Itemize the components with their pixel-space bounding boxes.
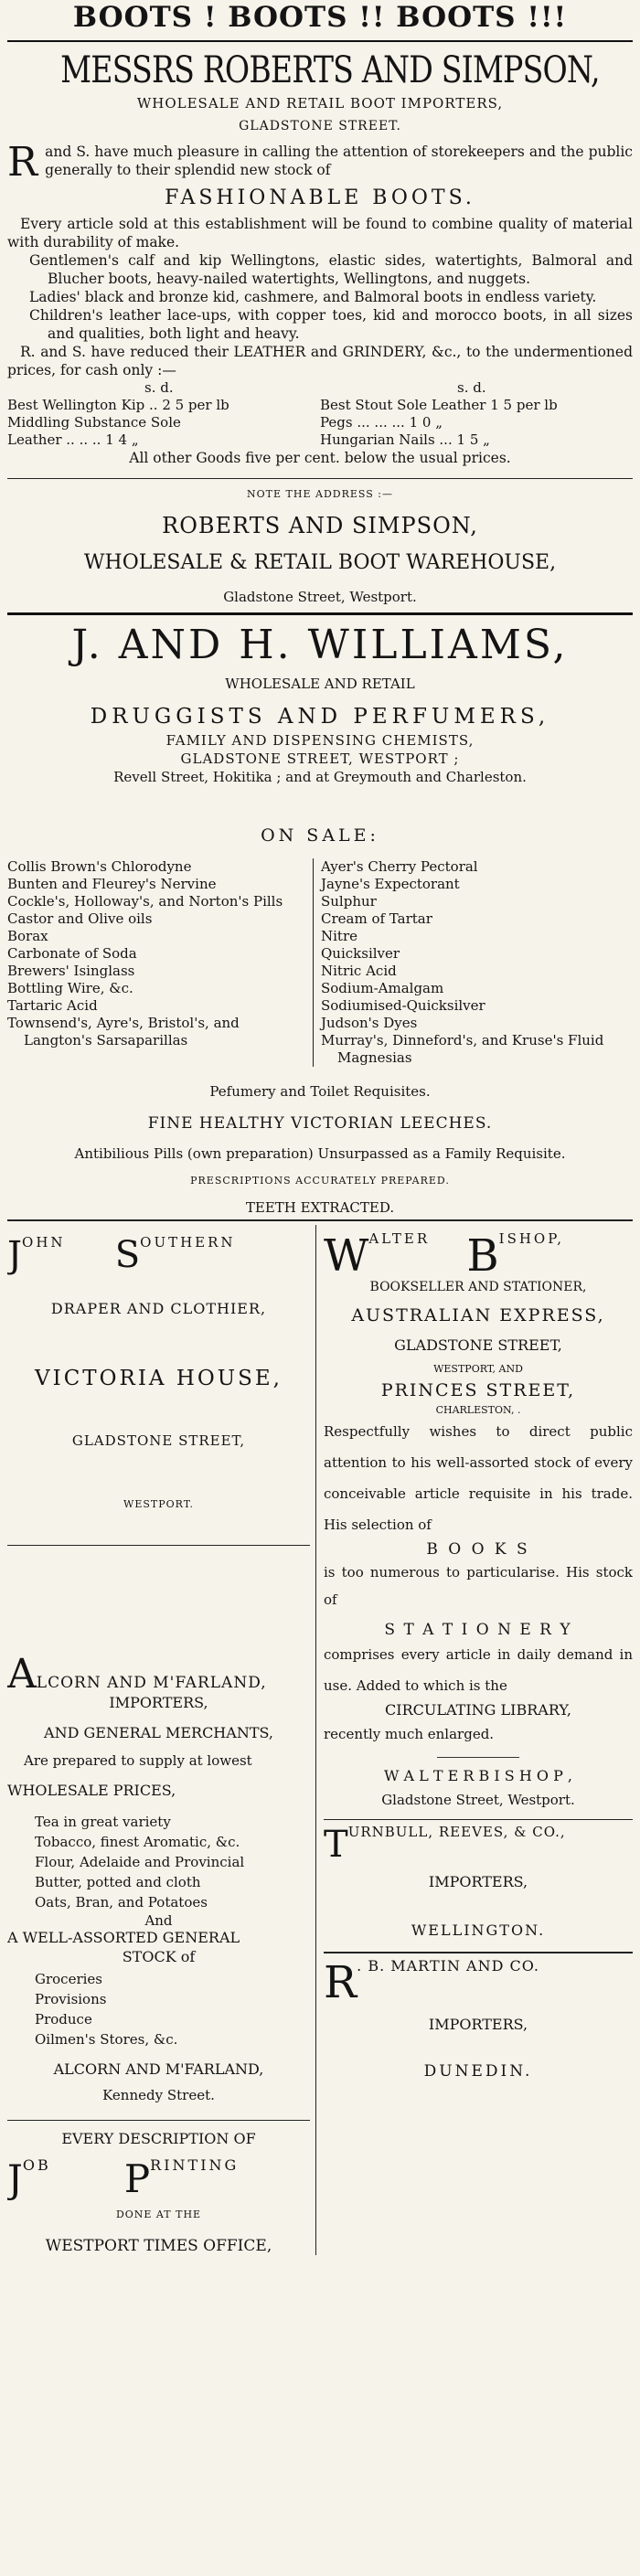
importers: IMPORTERS, [428, 1873, 528, 1890]
street-line: GLADSTONE STREET, [394, 1336, 562, 1354]
alcorn-street: Kennedy Street. [102, 2087, 215, 2103]
list-item: Quicksilver [321, 945, 400, 962]
list-item: Murray's, Dinneford's, and Kruse's Fluid Magnesias [321, 1032, 604, 1066]
alcorn-items [7, 1969, 310, 2049]
word: RINTING [150, 2156, 240, 2174]
martin-ad [324, 1957, 633, 2081]
firm-subtitle: WHOLESALE AND RETAIL [225, 676, 415, 692]
bishop-body: is too numerous to particularise. His stock of [324, 1564, 633, 1608]
list-item: Sodium-Amalgam [321, 980, 444, 996]
discount-note: All other Goods five per cent. below the usual prices. [129, 450, 511, 466]
branches-line: Revell Street, Hokitika ; and at Greymouth and Charleston. [113, 769, 527, 785]
paragraph: Ladies' black and bronze kid, cashmere, and Balmoral boots in endless variety. [29, 289, 597, 305]
paragraph: Every article sold at this establishment will be found to combine quality of material with durability of make. [7, 216, 633, 250]
bookseller: BOOKSELLER AND STATIONER, [369, 1280, 587, 1294]
firm-name: LCORN AND M'FARLAND, [36, 1674, 267, 1692]
bishop-body: recently much enlarged. [324, 1726, 495, 1742]
bishop-body: comprises every article in daily demand in use. Added to which is the [324, 1646, 633, 1694]
price-item: Middling Substance Sole [7, 414, 181, 431]
list-item: Tartaric Acid [7, 997, 98, 1014]
price-item: Leather .. .. .. [7, 431, 101, 448]
list-item: Carbonate of Soda [7, 945, 137, 962]
address-firm: ROBERTS AND SIMPSON, [162, 513, 478, 538]
price-item: Best Wellington Kip .. [7, 397, 158, 413]
list-item: Bottling Wire, &c. [7, 980, 133, 996]
bishop-ad [324, 1230, 633, 1820]
pills: Antibilious Pills (own preparation) Unsurpassed as a Family Requisite. [74, 1145, 566, 1162]
printing-ad [7, 2130, 310, 2255]
list-item: Flour, Adelaide and Provincial [35, 1854, 245, 1870]
every-description: EVERY DESCRIPTION OF [61, 2130, 256, 2147]
drop-letter: J [7, 1234, 23, 1276]
list-item: Sulphur [321, 893, 377, 910]
list-item: Borax [7, 928, 48, 944]
list-item: Townsend's, Ayre's, Bristol's, and Langton's Sarsaparillas [7, 1015, 240, 1048]
price-value: 1 0 „ [409, 414, 443, 431]
word: ISHOP, [498, 1230, 565, 1247]
list-item: Cream of Tartar [321, 910, 432, 927]
word: ALTER [368, 1230, 431, 1247]
druggists-line: DRUGGISTS AND PERFUMERS, [90, 705, 550, 729]
fashionable-boots: FASHIONABLE BOOTS. [165, 186, 475, 209]
firm-name: MESSRS ROBERTS AND SIMPSON, [60, 49, 600, 91]
list-item: Ayer's Cherry Pectoral [321, 858, 478, 875]
price-table [7, 379, 633, 449]
drop-letter: J [7, 2156, 23, 2201]
williams-ad [7, 621, 633, 1216]
drop-letter: W [324, 1230, 369, 1282]
importers: IMPORTERS, [109, 1694, 208, 1711]
assorted-line: A WELL-ASSORTED GENERAL [7, 1929, 240, 1946]
paragraph: Gentlemen's calf and kip Wellingtons, elastic sides, watertights, Balmoral and Blucher boots, heavy-nailed watertights, Wellingtons, and nuggets. [29, 252, 633, 287]
drop-letter: R [7, 139, 38, 186]
stock-label: STOCK of [122, 1948, 196, 1965]
list-item: Brewers' Isinglass [7, 963, 135, 979]
list-item: Nitric Acid [321, 963, 397, 979]
street-line: GLADSTONE STREET, [71, 1432, 246, 1449]
price-value: 1 5 „ [456, 431, 490, 448]
paragraph: R. and S. have reduced their LEATHER and GRINDERY, &c., to the undermentioned prices, for cash only :— [7, 344, 633, 378]
perfumery: Pefumery and Toilet Requisites. [209, 1083, 431, 1100]
list-item: Oilmen's Stores, &c. [35, 2031, 178, 2048]
turnbull-ad [324, 1824, 633, 1953]
merchants: AND GENERAL MERCHANTS, [44, 1724, 273, 1741]
firm-name: . B. MARTIN AND CO. [357, 1957, 539, 1975]
list-item: Tobacco, finest Aromatic, &c. [35, 1834, 240, 1850]
list-item: Groceries [35, 1971, 103, 1987]
alcorn-ad [7, 1651, 310, 2121]
newspaper-page [7, 0, 633, 2576]
boots-header: BOOTS ! BOOTS !! BOOTS !!! [72, 1, 568, 34]
prepared: Are prepared to supply at lowest [24, 1752, 252, 1769]
name-part: OHN [22, 1234, 66, 1251]
town: DUNEDIN. [423, 2062, 533, 2081]
roberts-simpson-ad [7, 0, 633, 605]
draper-line: DRAPER AND CLOTHIER, [50, 1300, 267, 1317]
list-item: Judson's Dyes [321, 1015, 418, 1031]
list-item: Bunten and Fleurey's Nervine [7, 876, 217, 892]
note-label: NOTE THE ADDRESS :— [247, 488, 393, 500]
list-item: Cockle's, Holloway's, and Norton's Pills [7, 893, 283, 910]
price-value: 1 4 „ [105, 431, 139, 448]
drop-letter: R [324, 1957, 357, 2008]
town-line: WESTPORT. [123, 1498, 194, 1510]
library: CIRCULATING LIBRARY, [385, 1701, 571, 1719]
teeth: TEETH EXTRACTED. [245, 1199, 395, 1216]
firm-name: J. AND H. WILLIAMS, [71, 622, 569, 668]
sale-list-right [314, 858, 633, 1067]
price-value: 2 5 per lb [162, 397, 229, 413]
address-warehouse: WHOLESALE & RETAIL BOOT WAREHOUSE, [83, 551, 557, 574]
sale-list-left [7, 858, 314, 1067]
drop-letter: S [114, 1234, 141, 1276]
wholesale-prices: WHOLESALE PRICES, [7, 1782, 176, 1799]
word: OB [22, 2156, 51, 2174]
list-item: Produce [35, 2011, 92, 2028]
list-item: Butter, potted and cloth [35, 1874, 201, 1890]
sd-header: s. d. [457, 379, 486, 396]
alcorn-items [7, 1812, 310, 1912]
books: B O O K S [426, 1540, 530, 1559]
sd-header: s. d. [144, 379, 174, 396]
list-item: Tea in great variety [35, 1814, 171, 1830]
bishop-signature: W A L T E R B I S H O P , [383, 1767, 572, 1784]
list-item: Sodiumised-Quicksilver [321, 997, 485, 1014]
prescriptions: PRESCRIPTIONS ACCURATELY PREPARED. [190, 1175, 450, 1187]
name-part: OUTHERN [140, 1234, 236, 1251]
express: AUSTRALIAN EXPRESS, [351, 1305, 605, 1325]
town: WELLINGTON. [411, 1921, 546, 1939]
price-item: Pegs ... ... ... [320, 414, 405, 431]
chemists-line: FAMILY AND DISPENSING CHEMISTS, [165, 732, 475, 749]
list-item: Provisions [35, 1991, 107, 2007]
leeches: FINE HEALTHY VICTORIAN LEECHES. [147, 1114, 493, 1133]
firm-street: GLADSTONE STREET. [239, 119, 401, 133]
bishop-street: Gladstone Street, Westport. [381, 1792, 575, 1808]
price-item: Best Stout Sole Leather [320, 397, 486, 413]
drop-letter: P [123, 2156, 151, 2201]
list-item: Castor and Olive oils [7, 910, 153, 927]
price-item: Hungarian Nails ... [320, 431, 453, 448]
firm-name: URNBULL, REEVES, & CO., [347, 1824, 566, 1840]
times-office: WESTPORT TIMES OFFICE, [45, 2237, 272, 2255]
southern-ad [7, 1234, 310, 1645]
importers: IMPORTERS, [428, 2016, 528, 2033]
on-sale: ON SALE: [261, 825, 379, 846]
drop-letter: A [7, 1651, 37, 1698]
list-item: Collis Brown's Chlorodyne [7, 858, 192, 875]
bishop-body: Respectfully wishes to direct public attention to his well-assorted stock of every conceivable article requisite in his trade. His selection of [324, 1423, 633, 1533]
address-street: Gladstone Street, Westport. [223, 589, 417, 605]
drop-letter: T [324, 1824, 348, 1866]
charleston: CHARLESTON, . [435, 1404, 521, 1416]
princes-street: PRINCES STREET, [380, 1380, 576, 1400]
done-at: DONE AT THE [115, 2209, 202, 2220]
drop-letter: B [466, 1230, 499, 1282]
list-item: Oats, Bran, and Potatoes [35, 1894, 208, 1911]
street-line: GLADSTONE STREET, WESTPORT ; [180, 750, 460, 767]
paragraph: Children's leather lace-ups, with copper toes, kid and morocco boots, in all sizes and qualities, both light and heavy. [29, 307, 633, 342]
stationery: S T A T I O N E R Y [384, 1621, 572, 1639]
and-label: And [144, 1912, 173, 1929]
alcorn-signature: ALCORN AND M'FARLAND, [53, 2060, 264, 2078]
list-item: Nitre [321, 928, 357, 944]
victoria-house: VICTORIA HOUSE, [35, 1367, 283, 1390]
westport-and: WESTPORT, AND [433, 1363, 523, 1375]
price-value: 1 5 per lb [490, 397, 558, 413]
list-item: Jayne's Expectorant [321, 876, 460, 892]
firm-subtitle: WHOLESALE AND RETAIL BOOT IMPORTERS, [136, 95, 504, 112]
intro-text: and S. have much pleasure in calling the attention of storekeepers and the public generally to their splendid new stock of [45, 144, 633, 178]
